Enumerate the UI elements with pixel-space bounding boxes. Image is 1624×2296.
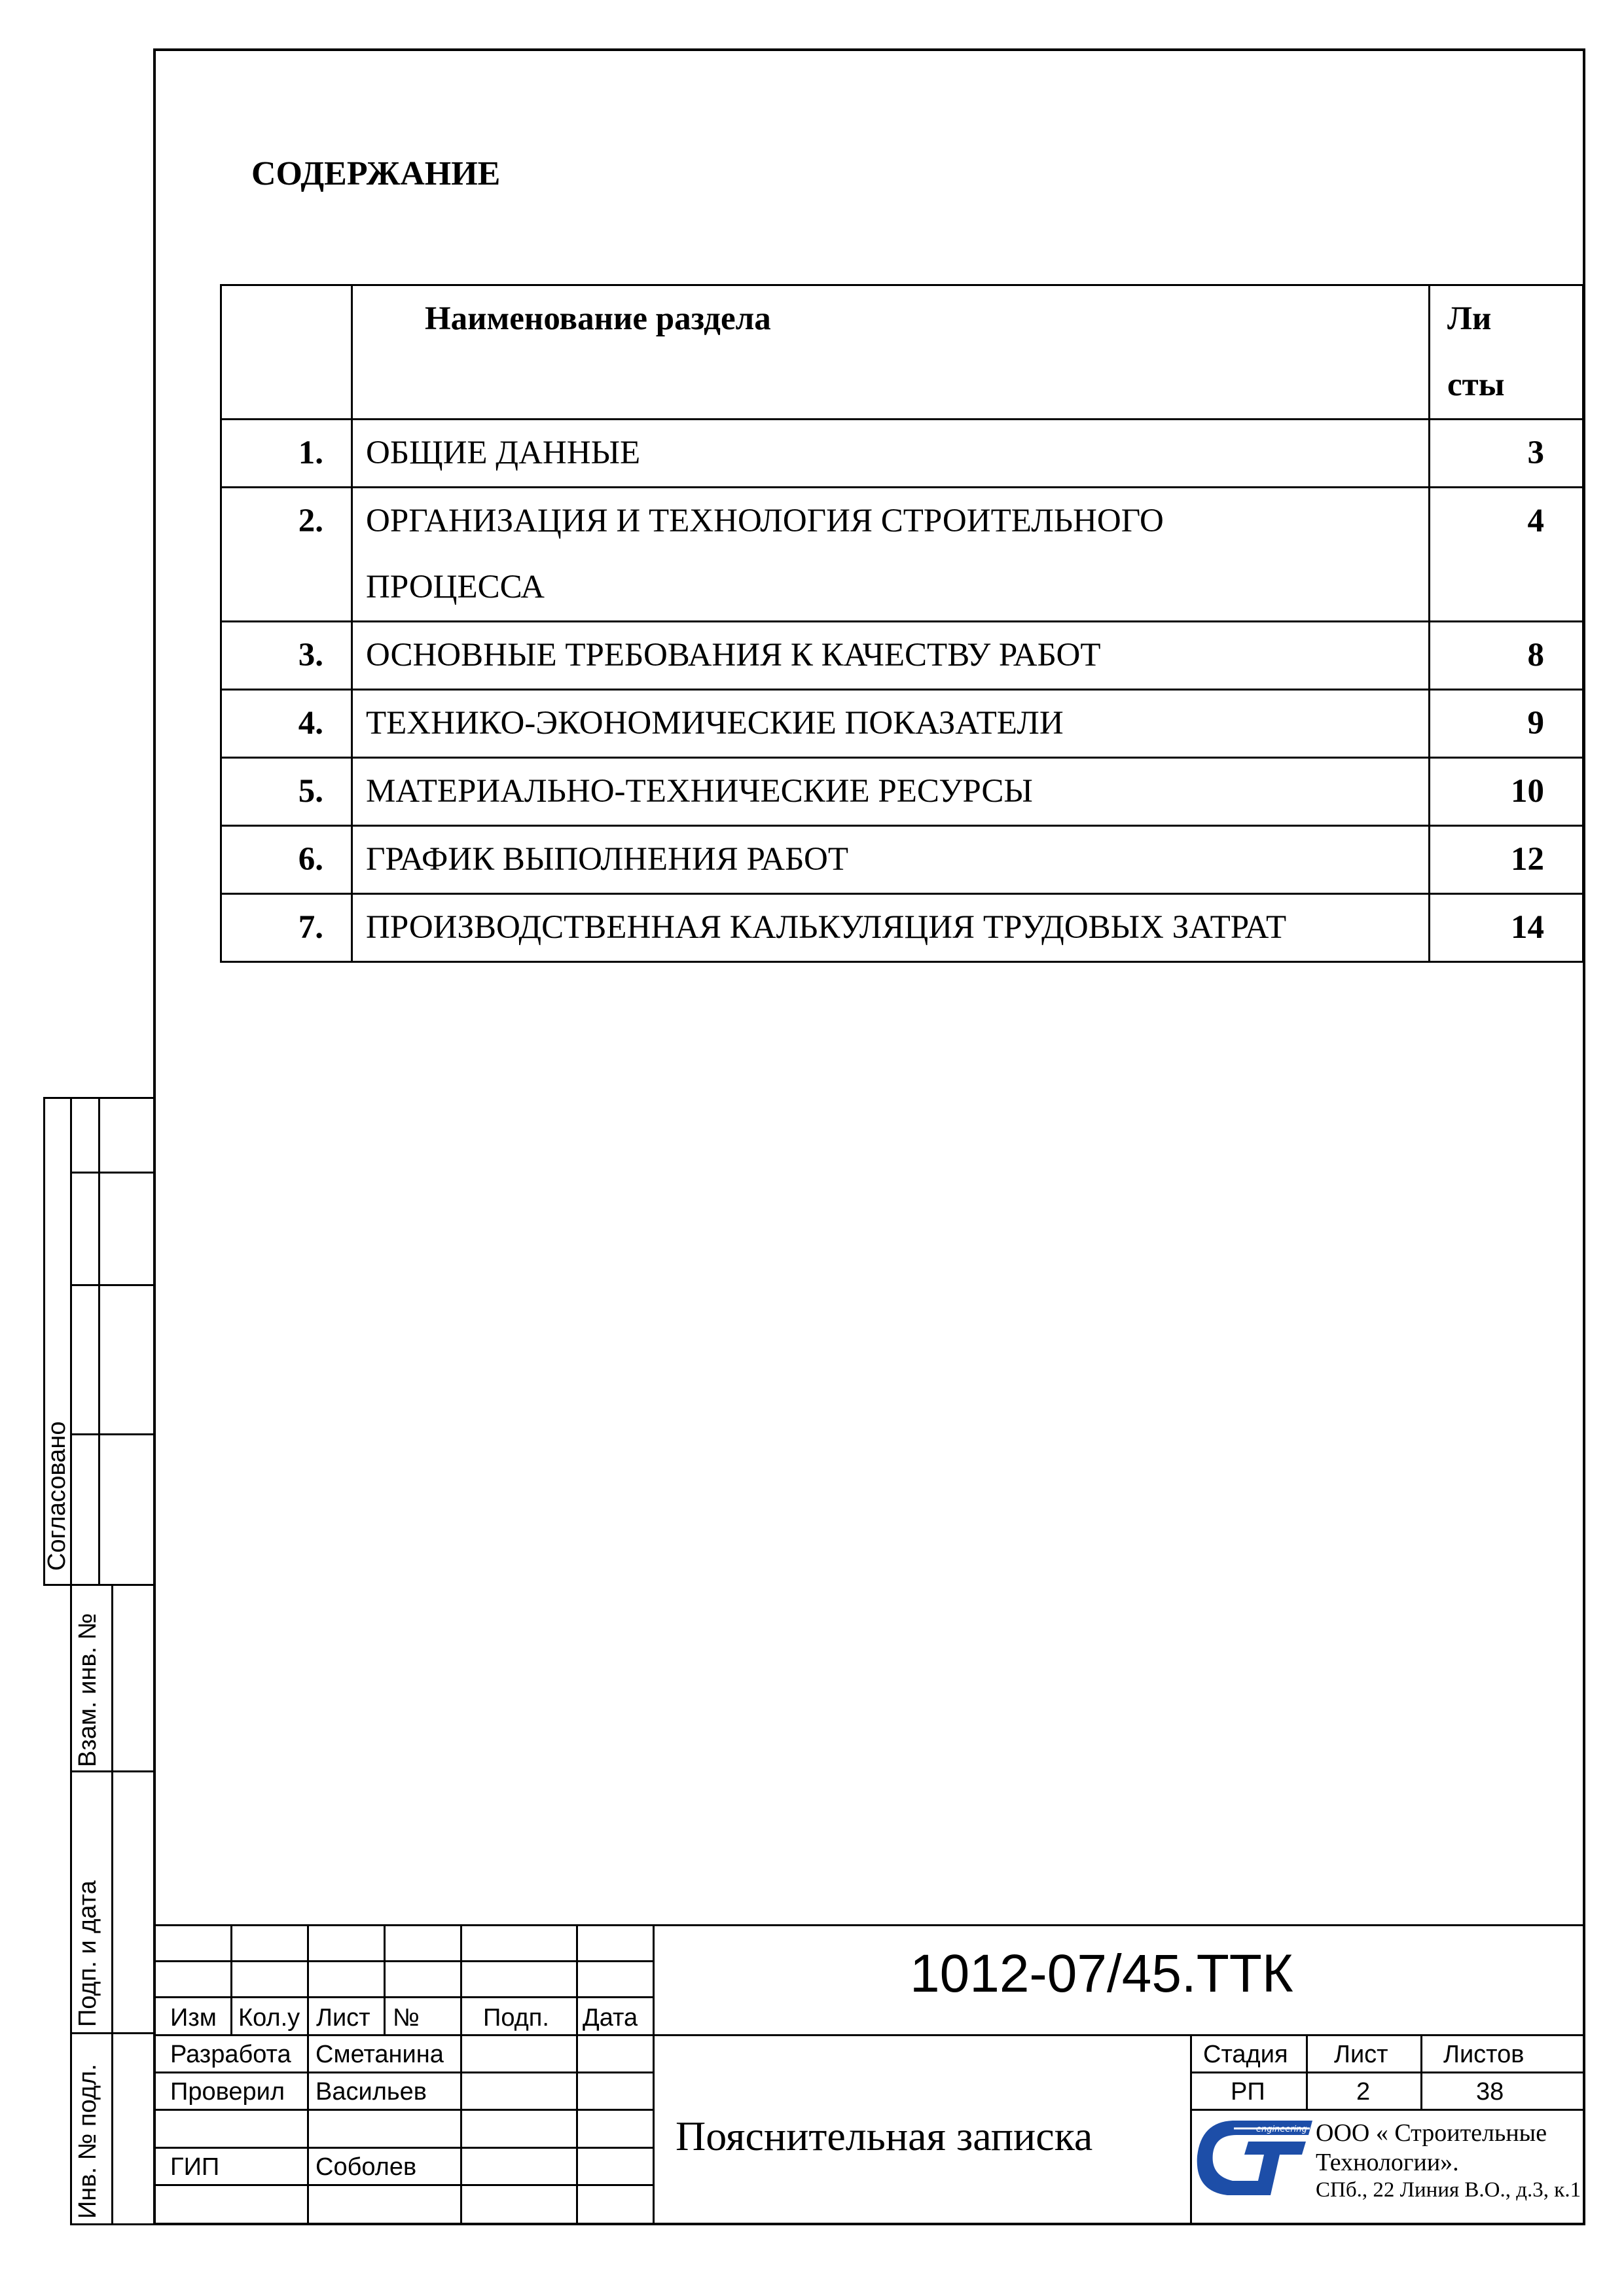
toc-header-num (221, 285, 352, 420)
toc-row-num: 6. (221, 826, 352, 894)
role-developer: Разработа (170, 2041, 291, 2068)
document-name: Пояснительная записка (676, 2113, 1093, 2159)
table-row (221, 488, 1583, 622)
org-line1: ООО « Строительные (1316, 2119, 1547, 2147)
toc-row-name: ТЕХНИКО-ЭКОНОМИЧЕСКИЕ ПОКАЗАТЕЛИ (352, 690, 1430, 758)
org-line3: СПб., 22 Линия В.О., д.3, к.1 (1316, 2178, 1581, 2202)
name-checker: Васильев (316, 2078, 427, 2106)
toc-row-page: 3 (1430, 420, 1583, 488)
role-gip: ГИП (170, 2153, 220, 2181)
col-date: Дата (583, 2004, 638, 2032)
stage-value: РП (1231, 2078, 1265, 2106)
table-row (221, 758, 1583, 826)
toc-row-name: ОБЩИЕ ДАННЫЕ (352, 420, 1430, 488)
table-row (221, 690, 1583, 758)
toc-header-pages-line1: Ли (1447, 300, 1492, 337)
col-izm: Изм (170, 2004, 217, 2032)
col-sign: Подп. (483, 2004, 549, 2032)
agreed-label: Согласовано (43, 1421, 71, 1571)
sheet-label: Лист (1334, 2041, 1388, 2068)
replaced-inv-label: Взам. инв. № (74, 1613, 101, 1767)
name-developer: Сметанина (316, 2041, 444, 2068)
table-row (221, 826, 1583, 894)
toc-row-num: 2. (221, 488, 352, 622)
org-line2: Технологии». (1316, 2149, 1459, 2176)
toc-header-pages (1430, 285, 1583, 420)
toc-row-page: 4 (1430, 488, 1583, 622)
table-row (221, 894, 1583, 962)
toc-row-name: ПРОИЗВОДСТВЕННАЯ КАЛЬКУЛЯЦИЯ ТРУДОВЫХ ЗАТРАТ (352, 894, 1430, 962)
toc-row-name: ОРГАНИЗАЦИЯ И ТЕХНОЛОГИЯ СТРОИТЕЛЬНОГО ПРОЦЕССА (352, 488, 1430, 622)
page-title: СОДЕРЖАНИЕ (251, 155, 501, 192)
toc-header-pages-line2: сты (1447, 367, 1505, 403)
toc-row-page: 10 (1430, 758, 1583, 826)
col-kol: Кол.у (238, 2004, 300, 2032)
company-logo-icon (1193, 2115, 1315, 2200)
toc-row-page: 9 (1430, 690, 1583, 758)
toc-row-num: 3. (221, 622, 352, 690)
toc-header-name: Наименование раздела (352, 285, 1430, 420)
sheet-value: 2 (1356, 2078, 1371, 2106)
toc-row-page: 14 (1430, 894, 1583, 962)
table-row (221, 420, 1583, 488)
toc-row-num: 7. (221, 894, 352, 962)
toc-table (220, 284, 1584, 963)
toc-row-name: МАТЕРИАЛЬНО-ТЕХНИЧЕСКИЕ РЕСУРСЫ (352, 758, 1430, 826)
sign-date-label: Подп. и дата (74, 1880, 101, 2027)
name-gip: Соболев (316, 2153, 417, 2181)
toc-row-page: 8 (1430, 622, 1583, 690)
toc-row-num: 1. (221, 420, 352, 488)
toc-row-page: 12 (1430, 826, 1583, 894)
sheets-label: Листов (1443, 2041, 1525, 2068)
toc-row-num: 4. (221, 690, 352, 758)
role-checker: Проверил (170, 2078, 285, 2106)
logo-text: engineering (1256, 2125, 1307, 2134)
toc-row-name: ОСНОВНЫЕ ТРЕБОВАНИЯ К КАЧЕСТВУ РАБОТ (352, 622, 1430, 690)
table-row (221, 622, 1583, 690)
toc-row-num: 5. (221, 758, 352, 826)
sheets-value: 38 (1476, 2078, 1504, 2106)
document-code: 1012-07/45.ТТК (910, 1944, 1293, 2003)
col-list: Лист (316, 2004, 370, 2032)
col-num: № (393, 2004, 420, 2032)
inv-orig-label: Инв. № подл. (74, 2064, 101, 2219)
toc-header-row (221, 285, 1583, 420)
stage-label: Стадия (1203, 2041, 1288, 2068)
toc-row-name: ГРАФИК ВЫПОЛНЕНИЯ РАБОТ (352, 826, 1430, 894)
